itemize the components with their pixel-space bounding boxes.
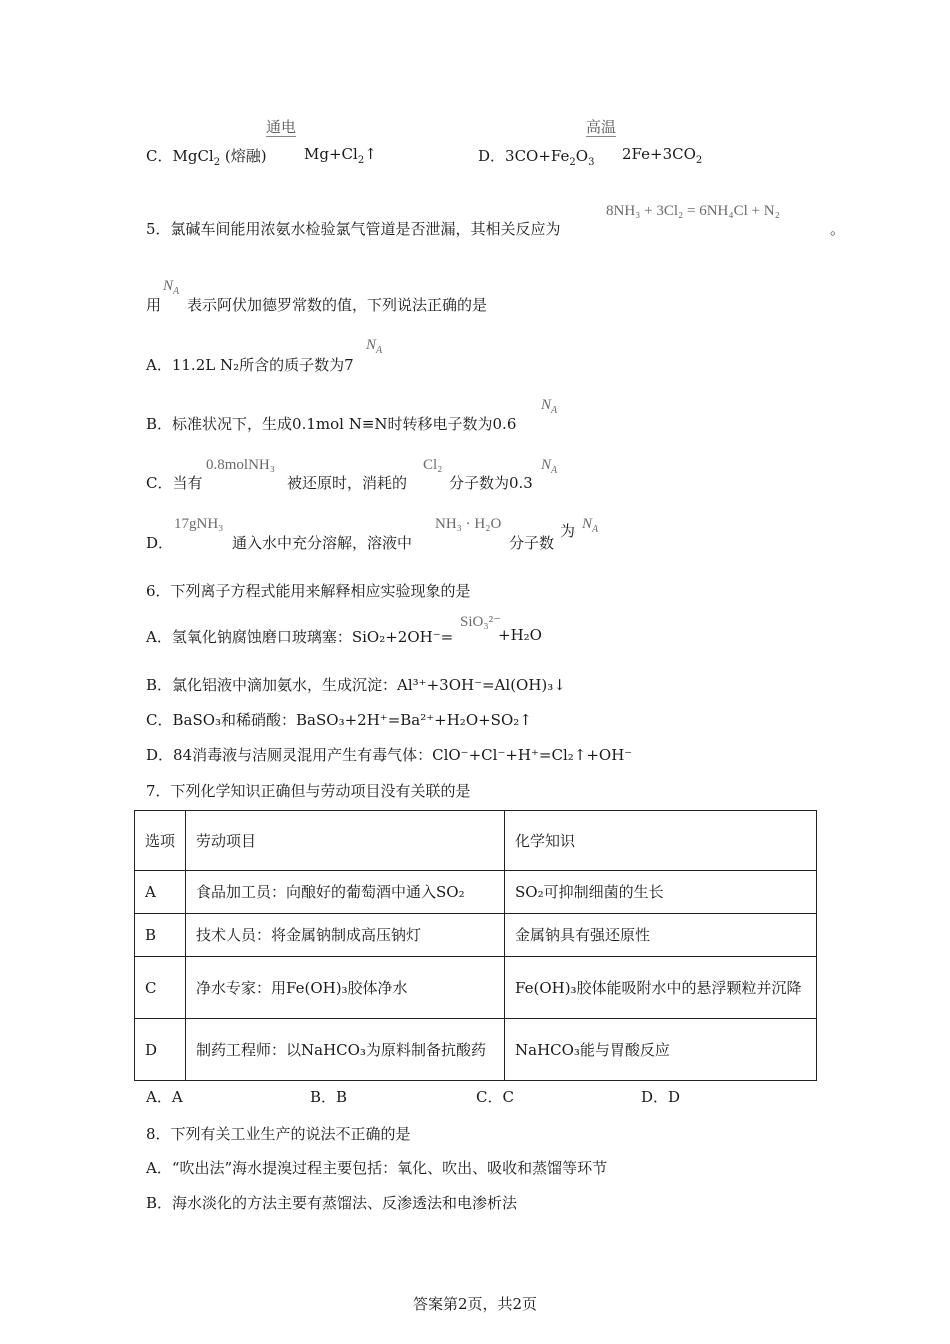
q6-option-a: A．氢氧化钠腐蚀磨口玻璃塞：SiO₂+2OH⁻= xyxy=(146,628,454,646)
q5-d-post: 分子数 xyxy=(509,534,555,552)
row-labor: 食品加工员：向酿好的葡萄酒中通入SO₂ xyxy=(186,871,505,914)
q4-option-d: D．$3CO+Fe_2O_3$ xyxy=(478,147,595,168)
q4-option-d-product: $2Fe+3CO_2$ xyxy=(622,145,703,166)
q5-option-b: B．标准状况下，生成0.1mol N≡N时转移电子数为0.6 xyxy=(146,415,517,433)
q5-line2: 表示阿伏加德罗常数的值，下列说法正确的是 xyxy=(187,296,488,314)
table-row xyxy=(135,914,817,957)
table-row xyxy=(135,871,817,914)
q4-option-c: C．MgCl$_2$ (熔融) xyxy=(146,147,267,168)
q6-a-sio3: SiO₃²⁻ xyxy=(460,614,501,630)
q6-option-d: D．84消毒液与洁厕灵混用产生有毒气体：ClO⁻+Cl⁻+H⁺=Cl₂↑+OH⁻ xyxy=(146,746,633,764)
q6-option-c: C．BaSO₃和稀硝酸：BaSO₃+2H⁺=Ba²⁺+H₂O+SO₂↑ xyxy=(146,711,532,729)
condition-high-temp: 高温 xyxy=(586,118,617,136)
q8-stem: 8．下列有关工业生产的说法不正确的是 xyxy=(146,1125,411,1143)
page-footer: 答案第2页，共2页 xyxy=(412,1295,538,1313)
q5-option-a: A．11.2L N₂所含的质子数为7 xyxy=(146,356,354,374)
row-option: A xyxy=(135,871,186,914)
row-option: D xyxy=(135,1019,186,1081)
q5-c-post: 分子数为0.3 xyxy=(449,474,533,492)
q8-option-a: A．“吹出法”海水提溴过程主要包括：氧化、吹出、吸收和蒸馏等环节 xyxy=(146,1159,608,1177)
q4-option-c-product: $Mg+Cl_2↑$ xyxy=(304,145,377,166)
q6-a-post: +H₂O xyxy=(498,626,542,644)
table-header-row xyxy=(135,811,817,871)
row-option: C xyxy=(135,957,186,1019)
header-option: 选项 xyxy=(135,811,186,871)
na-symbol: $N_A$ xyxy=(541,397,558,416)
table-row xyxy=(135,1019,817,1081)
q5-stem: 5．氯碱车间能用浓氨水检验氯气管道是否泄漏，其相关反应为 xyxy=(146,220,561,238)
row-knowledge: Fe(OH)₃胶体能吸附水中的悬浮颗粒并沉降 xyxy=(505,957,817,1019)
row-labor: 净水专家：用Fe(OH)₃胶体净水 xyxy=(186,957,505,1019)
header-knowledge: 化学知识 xyxy=(505,811,817,871)
q5-line2-pre: 用 xyxy=(146,296,162,314)
row-knowledge: SO₂可抑制细菌的生长 xyxy=(505,871,817,914)
header-labor: 劳动项目 xyxy=(186,811,505,871)
row-labor: 技术人员：将金属钠制成高压钠灯 xyxy=(186,914,505,957)
q8-option-b: B．海水淡化的方法主要有蒸馏法、反渗透法和电渗析法 xyxy=(146,1194,518,1212)
q7-option-c: C．C xyxy=(476,1088,514,1106)
row-knowledge: NaHCO₃能与胃酸反应 xyxy=(505,1019,817,1081)
row-labor: 制药工程师：以NaHCO₃为原料制备抗酸药 xyxy=(186,1019,505,1081)
q6-option-b: B．氯化铝液中滴加氨水，生成沉淀：Al³⁺+3OH⁻=Al(OH)₃↓ xyxy=(146,676,566,694)
q5-d-formula: 17gNH₃ xyxy=(174,516,224,532)
q5-option-d: D． xyxy=(146,534,174,552)
q7-option-b: B．B xyxy=(310,1088,348,1106)
na-symbol: $N_A$ xyxy=(366,337,383,356)
q5-d-mid: 通入水中充分溶解，溶液中 xyxy=(232,534,413,552)
table-row xyxy=(135,957,817,1019)
na-symbol: $N_A$ xyxy=(163,278,180,297)
condition-electrolysis: 通电 xyxy=(266,118,297,136)
q5-equation: 8NH₃ + 3Cl₂ = 6NH₄Cl + N₂ xyxy=(606,203,780,219)
q5-period: 。 xyxy=(830,220,846,238)
na-symbol: $N_A$ xyxy=(541,457,558,476)
q5-d-wei: 为 xyxy=(560,522,576,540)
q5-c-formula: 0.8molNH₃ xyxy=(206,457,275,473)
q5-c-cl2: Cl₂ xyxy=(423,457,443,473)
q7-table xyxy=(134,810,817,1081)
row-option: B xyxy=(135,914,186,957)
na-symbol: $N_A$ xyxy=(582,516,599,535)
q7-option-d: D．D xyxy=(641,1088,681,1106)
q7-stem: 7．下列化学知识正确但与劳动项目没有关联的是 xyxy=(146,782,471,800)
q7-option-a: A．A xyxy=(146,1088,183,1106)
q5-option-c: C．当有 xyxy=(146,474,203,492)
q6-stem: 6．下列离子方程式能用来解释相应实验现象的是 xyxy=(146,582,471,600)
row-knowledge: 金属钠具有强还原性 xyxy=(505,914,817,957)
q5-c-mid: 被还原时，消耗的 xyxy=(287,474,408,492)
q5-d-nh3h2o: NH₃ · H₂O xyxy=(435,516,502,532)
